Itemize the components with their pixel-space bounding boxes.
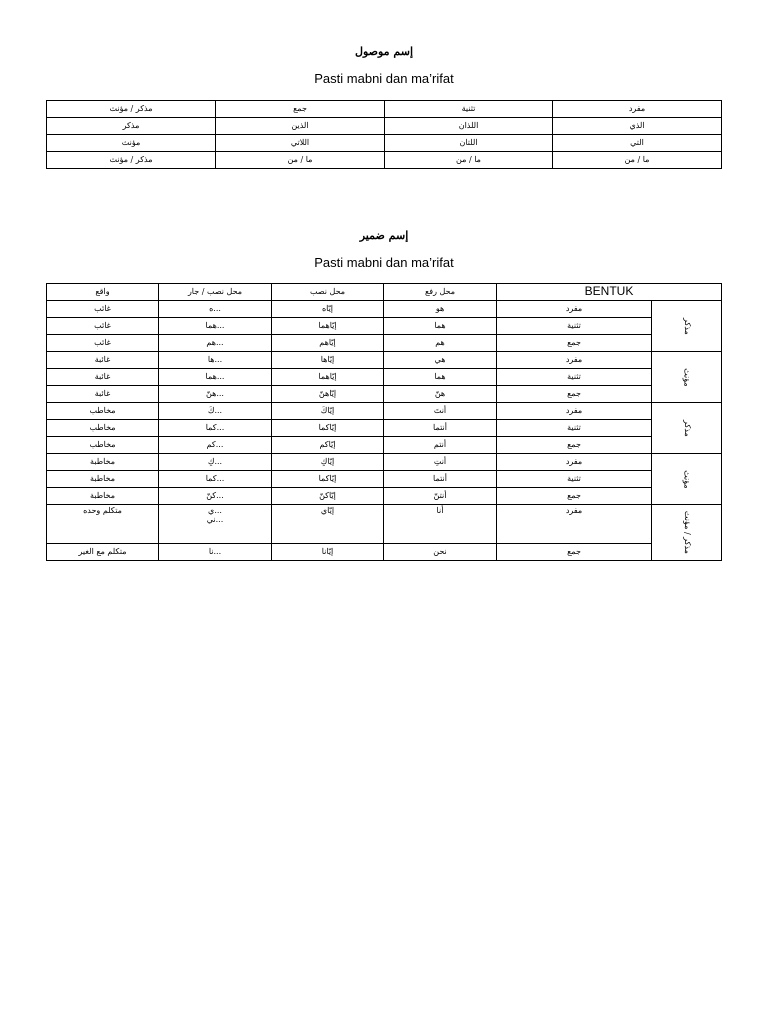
table-cell: هي <box>384 352 497 369</box>
table-cell: هنّ... <box>159 386 272 403</box>
table-cell: إيّاكِ <box>272 454 384 471</box>
table-cell: مفرد <box>497 301 652 318</box>
table-row <box>47 152 722 169</box>
table-cell: هنّ <box>384 386 497 403</box>
group-label: مؤنث <box>682 367 692 387</box>
table-cell: جمع <box>216 101 385 118</box>
group-label-cell <box>652 301 722 352</box>
isim-dhamir-table <box>46 283 722 561</box>
table-cell: جمع <box>497 437 652 454</box>
table-cell: هو <box>384 301 497 318</box>
section1-heading: إسم موصول <box>354 45 413 58</box>
table-cell: هم... <box>159 335 272 352</box>
table-cell: اللذان <box>385 118 553 135</box>
table-cell: جمع <box>497 335 652 352</box>
table-cell: مذكر / مؤنث <box>47 152 216 169</box>
table-cell: مذكر <box>47 118 216 135</box>
table-cell: إيّاكما <box>272 420 384 437</box>
table-cell: مخاطب <box>47 420 159 437</box>
table-cell: تثنية <box>497 471 652 488</box>
table-row <box>47 335 722 352</box>
table-cell: مخاطبة <box>47 454 159 471</box>
table-cell: أنا <box>384 505 497 544</box>
table-cell: كما... <box>159 471 272 488</box>
table-cell: إيّاكما <box>272 471 384 488</box>
table-cell: إيّاكَ <box>272 403 384 420</box>
table-header-row <box>47 284 722 301</box>
table-cell: ها... <box>159 352 272 369</box>
table-cell: هما <box>384 318 497 335</box>
table-cell: ما / من <box>216 152 385 169</box>
section2-heading: إسم ضمير <box>359 229 409 242</box>
column-header: محل رفع <box>384 284 497 301</box>
table-cell: كما... <box>159 420 272 437</box>
table-cell: مفرد <box>553 101 722 118</box>
table-cell: مفرد <box>497 352 652 369</box>
table-cell: إيّاكم <box>272 437 384 454</box>
table-cell: كِ... <box>159 454 272 471</box>
table-cell: نا... <box>159 544 272 561</box>
table-cell: مذكر / مؤنث <box>47 101 216 118</box>
table-row <box>47 386 722 403</box>
table-cell: إيّاهنّ <box>272 386 384 403</box>
table-row <box>47 403 722 420</box>
table-cell: أنتِ <box>384 454 497 471</box>
table-cell: كنّ... <box>159 488 272 505</box>
group-label: مذكر <box>682 419 692 437</box>
table-cell: الذي <box>553 118 722 135</box>
table-cell: مخاطبة <box>47 471 159 488</box>
table-cell: ه... <box>159 301 272 318</box>
table-cell: هما... <box>159 318 272 335</box>
table-cell: كم... <box>159 437 272 454</box>
column-header: واقع <box>47 284 159 301</box>
table-cell: إيّاكنّ <box>272 488 384 505</box>
table-cell: مفرد <box>497 403 652 420</box>
column-header-bentuk: BENTUK <box>497 284 722 301</box>
table-cell: مفرد <box>497 505 652 544</box>
table-cell: الذين <box>216 118 385 135</box>
table-cell: مفرد <box>497 454 652 471</box>
table-cell: ما / من <box>385 152 553 169</box>
table-row <box>47 488 722 505</box>
section2-subtitle: Pasti mabni dan ma’rifat <box>314 255 454 270</box>
table-row <box>47 352 722 369</box>
table-cell: هما <box>384 369 497 386</box>
table-cell: كَ... <box>159 403 272 420</box>
table-cell: أنتم <box>384 437 497 454</box>
table-cell: أنتما <box>384 420 497 437</box>
table-row <box>47 420 722 437</box>
table-cell: إيّاهما <box>272 369 384 386</box>
table-cell: جمع <box>497 386 652 403</box>
table-row <box>47 505 722 544</box>
table-row <box>47 135 722 152</box>
table-cell: ما / من <box>553 152 722 169</box>
table-cell: تثنية <box>497 420 652 437</box>
group-label-cell <box>652 505 722 561</box>
table-row <box>47 118 722 135</box>
table-cell: غائبة <box>47 352 159 369</box>
table-cell: هم <box>384 335 497 352</box>
group-label-cell <box>652 352 722 403</box>
table-row <box>47 318 722 335</box>
table-cell: غائب <box>47 301 159 318</box>
table-cell: إيّاه <box>272 301 384 318</box>
isim-mausul-table <box>46 100 722 169</box>
table-row <box>47 544 722 561</box>
table-cell: نحن <box>384 544 497 561</box>
table-row <box>47 369 722 386</box>
table-cell: أنتما <box>384 471 497 488</box>
table-cell: جمع <box>497 544 652 561</box>
table-cell: تثنية <box>497 318 652 335</box>
table-cell: متكلم مع الغير <box>47 544 159 561</box>
table-row <box>47 471 722 488</box>
group-label-cell <box>652 454 722 505</box>
table-cell: مخاطب <box>47 437 159 454</box>
section1-subtitle: Pasti mabni dan ma’rifat <box>314 71 454 86</box>
group-label: مذكر / مؤنث <box>682 510 692 554</box>
table-cell: اللتان <box>385 135 553 152</box>
table-cell: جمع <box>497 488 652 505</box>
table-cell: تثنية <box>497 369 652 386</box>
column-header: محل نصب / جار <box>159 284 272 301</box>
table-row <box>47 301 722 318</box>
table-cell: إيّانا <box>272 544 384 561</box>
table-cell: مؤنث <box>47 135 216 152</box>
table-row <box>47 437 722 454</box>
table-cell: هما... <box>159 369 272 386</box>
table-cell: إيّاي <box>272 505 384 544</box>
table-cell: مخاطب <box>47 403 159 420</box>
table-cell: إيّاهم <box>272 335 384 352</box>
table-cell: تثنية <box>385 101 553 118</box>
group-label: مؤنث <box>682 469 692 489</box>
table-cell: غائبة <box>47 369 159 386</box>
table-cell: أنتَ <box>384 403 497 420</box>
table-cell: إيّاهما <box>272 318 384 335</box>
table-row <box>47 101 722 118</box>
table-cell: ي... ني... <box>159 505 272 544</box>
column-header: محل نصب <box>272 284 384 301</box>
group-label: مذكر <box>682 317 692 335</box>
table-cell: متكلم وحده <box>47 505 159 544</box>
table-cell: التي <box>553 135 722 152</box>
table-row <box>47 454 722 471</box>
table-cell: مخاطبة <box>47 488 159 505</box>
table-cell: غائبة <box>47 386 159 403</box>
table-cell: أنتنّ <box>384 488 497 505</box>
table-cell: غائب <box>47 318 159 335</box>
table-cell: اللاتي <box>216 135 385 152</box>
table-cell: إيّاها <box>272 352 384 369</box>
table-cell: غائب <box>47 335 159 352</box>
group-label-cell <box>652 403 722 454</box>
